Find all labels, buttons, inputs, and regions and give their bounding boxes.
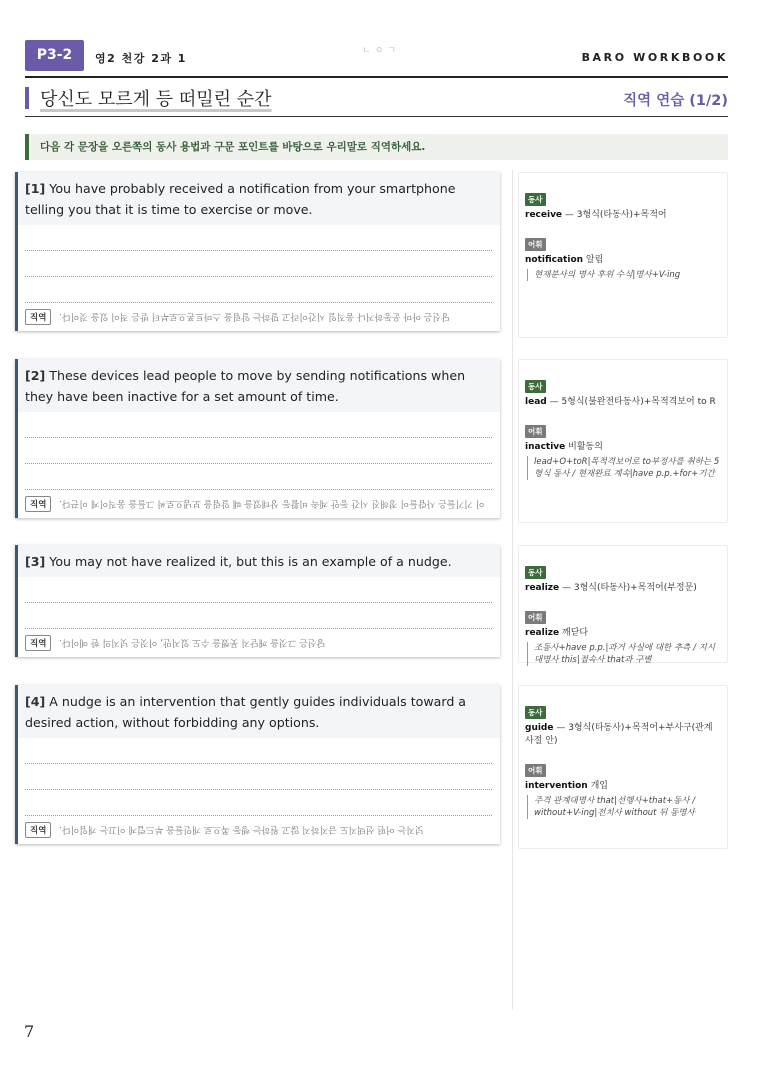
translation-answer: 넛지는 어떤 선택지도 금지하지 않고 원하는 행동 쪽으로 개인들을 부드럽게 이끄는 개입이다. [59, 823, 425, 834]
verb-tag: 동사 [525, 566, 546, 579]
question-text: You may not have realized it, but this is an example of a nudge. [49, 554, 452, 569]
note-card-4 [518, 685, 728, 849]
translation-answer: 이 기기들은 사람들이 정해진 시간 동안 계속 비활동 상태였을 때 알림을 보냄으로써 그들을 움직이게 이끈다. [59, 497, 485, 508]
verb-desc: — 3형식(타동사)+목적어(부정문) [559, 583, 697, 593]
question-card-4 [15, 685, 500, 844]
writing-line[interactable] [25, 738, 492, 764]
grammar-note: lead+O+toR|목적격보어로 to부정사를 취하는 5형식 동사 / 현재완료 계속|have p.p.+for+기간 [527, 456, 721, 480]
vocab-tag: 어휘 [525, 611, 546, 624]
grammar-note: 현재분사의 명사 후위 수식|명사+V-ing [527, 269, 721, 281]
writing-line[interactable] [25, 225, 492, 251]
writing-area[interactable] [18, 412, 500, 490]
column-divider [512, 170, 513, 1010]
writing-line[interactable] [25, 603, 492, 629]
instruction-box: 다음 각 문장을 오른쪽의 동사 용법과 구문 포인트를 바탕으로 우리말로 직역하세요. [25, 134, 728, 160]
vocab-word: notification [525, 255, 584, 265]
verb-usage [525, 582, 721, 595]
vocab-entry [525, 780, 721, 793]
vocab-meaning: 알림 [583, 255, 604, 265]
vocab-tag: 어휘 [525, 764, 546, 777]
vocab-meaning: 비활동의 [565, 442, 603, 452]
vocab-word: inactive [525, 442, 566, 452]
note-card-3 [518, 545, 728, 663]
brand-label: BARO WORKBOOK [581, 51, 728, 64]
verb-word: lead [525, 397, 547, 407]
vocab-tag: 어휘 [525, 425, 546, 438]
translation-tag: 직역 [25, 822, 51, 838]
vocab-entry [525, 254, 721, 267]
translation-tag: 직역 [25, 496, 51, 512]
vocab-entry [525, 627, 721, 640]
verb-desc: — 5형식(불완전타동사)+목적격보어 to R [546, 397, 716, 407]
note-card-1 [518, 172, 728, 338]
vocab-meaning: 깨닫다 [559, 628, 589, 638]
question-number: [2] [25, 368, 46, 383]
verb-desc: — 3형식(타동사)+목적어 [562, 210, 667, 220]
question-number: [3] [25, 554, 46, 569]
lesson-badge: P3-2 [25, 40, 84, 71]
translation-row [18, 629, 500, 657]
writing-line[interactable] [25, 412, 492, 438]
writing-line[interactable] [25, 764, 492, 790]
question-sentence [18, 685, 500, 738]
writing-area[interactable] [18, 738, 500, 816]
note-card-2 [518, 359, 728, 523]
question-sentence [18, 545, 500, 577]
verb-desc: — 3형식(타동사)+목적어+부사구(관계사절 안) [525, 723, 713, 746]
translation-answer: 당신은 그것을 깨닫지 못했을 수도 있지만, 이것은 넛지의 한 예이다. [59, 636, 326, 647]
question-sentence [18, 359, 500, 412]
verb-tag: 동사 [525, 193, 546, 206]
translation-tag: 직역 [25, 309, 51, 325]
translation-answer: 당신은 아마 운동하거나 움직일 시간이라고 말하는 알림을 스마트폰으로부터 받은 적이 있을 것이다. [59, 310, 451, 321]
verb-word: realize [525, 583, 560, 593]
verb-word: receive [525, 210, 563, 220]
question-text: These devices lead people to move by sending notifications when they have been inactive for a set amount of time. [25, 368, 466, 404]
writing-line[interactable] [25, 464, 492, 490]
question-sentence [18, 172, 500, 225]
verb-usage [525, 722, 721, 748]
grammar-note: 주격 관계대명사 that|선행사+that+동사 / without+V-ing|전치사 without 뒤 동명사 [527, 795, 721, 819]
verb-tag: 동사 [525, 706, 546, 719]
translation-row [18, 816, 500, 844]
translation-tag: 직역 [25, 635, 51, 651]
writing-line[interactable] [25, 277, 492, 303]
verb-usage [525, 209, 721, 222]
grammar-note: 조동사+have p.p.|과거 사실에 대한 추측 / 지시대명사 this|접속사 that과 구별 [527, 642, 721, 666]
question-number: [1] [25, 181, 46, 196]
course-label: 영2 천강 2과 1 [95, 52, 187, 65]
question-card-1 [15, 172, 500, 331]
vocab-entry [525, 441, 721, 454]
verb-usage [525, 396, 721, 409]
verb-word: guide [525, 723, 554, 733]
question-number: [4] [25, 694, 46, 709]
vocab-word: intervention [525, 781, 588, 791]
title-row [25, 84, 728, 117]
question-card-3 [15, 545, 500, 657]
writing-line[interactable] [25, 438, 492, 464]
vocab-word: realize [525, 628, 560, 638]
writing-line[interactable] [25, 251, 492, 277]
verb-tag: 동사 [525, 380, 546, 393]
section-label: 직역 연습 (1/2) [623, 93, 728, 109]
question-text: You have probably received a notification from your smartphone telling you that it is time to exercise or move. [25, 181, 456, 217]
page-number: 7 [24, 1022, 35, 1041]
question-card-2 [15, 359, 500, 518]
translation-row [18, 490, 500, 518]
writing-line[interactable] [25, 577, 492, 603]
writing-area[interactable] [18, 577, 500, 629]
vocab-meaning: 개입 [587, 781, 608, 791]
writing-area[interactable] [18, 225, 500, 303]
page-title: 당신도 모르게 등 떠밀린 순간 [40, 89, 272, 110]
writing-line[interactable] [25, 790, 492, 816]
question-text: A nudge is an intervention that gently guides individuals toward a desired action, without forbidding any options. [25, 694, 467, 730]
title-accent-bar [25, 87, 29, 109]
translation-row [18, 303, 500, 331]
vocab-tag: 어휘 [525, 238, 546, 251]
faint-stamp: ㄴㅇㄱ [362, 46, 401, 56]
